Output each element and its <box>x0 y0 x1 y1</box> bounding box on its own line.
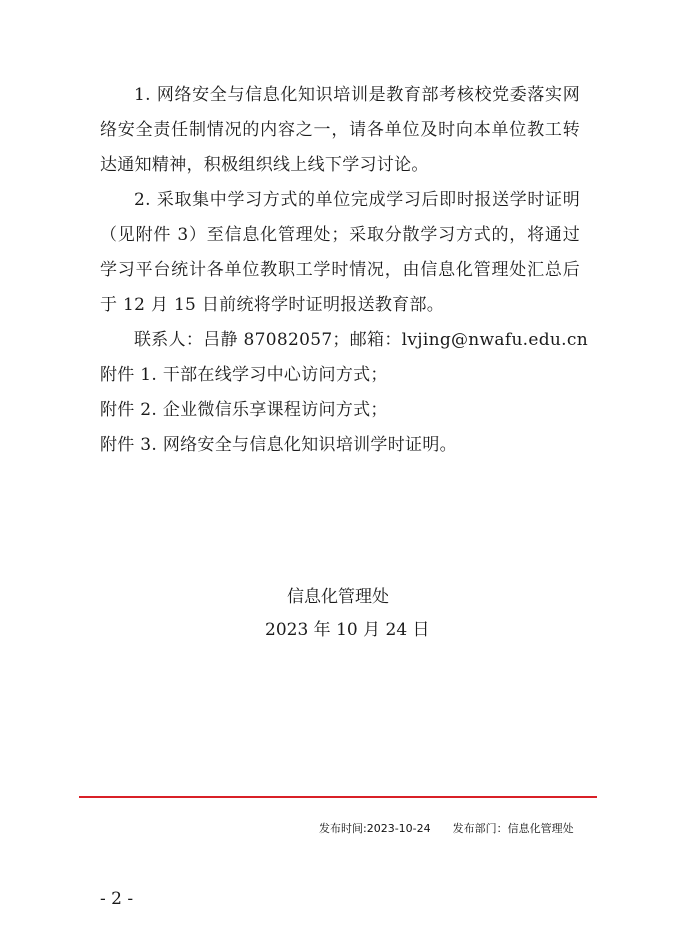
attachment-item-3: 附件 3. 网络安全与信息化知识培训学时证明。 <box>100 435 457 455</box>
attachment-item-1: 附件 1. 干部在线学习中心访问方式； <box>100 365 388 385</box>
footer-red-rule <box>79 796 597 798</box>
paragraph-item-2: 2. 采取集中学习方式的单位完成学习后即时报送学时证明（见附件 3）至信息化管理处；采取分散学习方式的，将通过学习平台统计各单位教职工学时情况，由信息化管理处汇总后于 12 月 15 日前统将学时证明报送教育部。 <box>100 190 580 315</box>
publish-time: 发布时间:2023-10-24 <box>319 822 431 835</box>
contact-line: 联系人：吕静 87082057；邮箱：lvjing@nwafu.edu.cn <box>134 330 588 350</box>
signature-date: 2023 年 10 月 24 日 <box>265 620 430 640</box>
page-number: - 2 - <box>100 889 134 909</box>
notice-body <box>100 78 588 463</box>
publish-department: 发布部门：信息化管理处 <box>452 822 574 835</box>
publish-meta <box>319 820 574 836</box>
attachment-item-2: 附件 2. 企业微信乐享课程访问方式； <box>100 400 388 420</box>
signature-org: 信息化管理处 <box>287 587 389 607</box>
paragraph-item-1: 1. 网络安全与信息化知识培训是教育部考核校党委落实网络安全责任制情况的内容之一，请各单位及时向本单位教工转达通知精神，积极组织线上线下学习讨论。 <box>100 85 580 175</box>
